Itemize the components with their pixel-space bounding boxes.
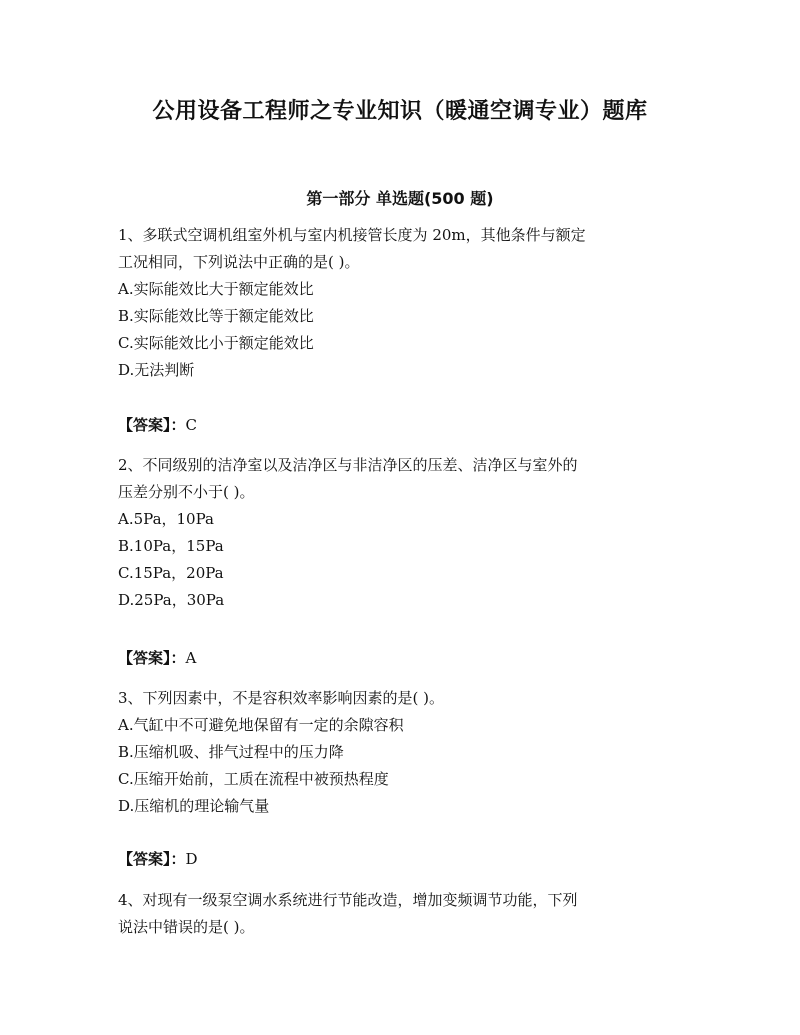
question-1-option-b: B.实际能效比等于额定能效比 [118, 307, 314, 325]
question-3-answer [118, 846, 198, 873]
question-1-option-c: C.实际能效比小于额定能效比 [118, 334, 314, 352]
answer-value: A [185, 649, 197, 667]
answer-label: 【答案】： [118, 649, 186, 667]
question-4 [118, 887, 678, 941]
question-2-option-d: D.25Pa，30Pa [118, 591, 225, 609]
question-2-answer [118, 645, 196, 672]
question-4-stem-line2: 说法中错误的是( )。 [118, 918, 255, 936]
section-heading: 第一部分 单选题(500 题) [306, 189, 494, 208]
question-3 [118, 685, 678, 820]
question-2 [118, 452, 678, 614]
question-3-option-c: C.压缩开始前，工质在流程中被预热程度 [118, 770, 389, 788]
question-3-option-a: A.气缸中不可避免地保留有一定的余隙容积 [118, 716, 404, 734]
question-2-stem-line2: 压差分别不小于( )。 [118, 483, 255, 501]
question-2-option-c: C.15Pa，20Pa [118, 564, 224, 582]
answer-label: 【答案】： [118, 850, 186, 868]
question-2-option-a: A.5Pa，10Pa [118, 510, 214, 528]
question-2-stem-line1: 2、不同级别的洁净室以及洁净区与非洁净区的压差、洁净区与室外的 [118, 456, 578, 474]
question-1-option-a: A.实际能效比大于额定能效比 [118, 280, 314, 298]
answer-value: C [185, 416, 197, 434]
question-1-stem-line2: 工况相同，下列说法中正确的是( )。 [118, 253, 360, 271]
question-1-option-d: D.无法判断 [118, 361, 195, 379]
question-1-answer [118, 412, 197, 439]
question-1-stem-line1: 1、多联式空调机组室外机与室内机接管长度为 20m，其他条件与额定 [118, 226, 586, 244]
question-2-option-b: B.10Pa，15Pa [118, 537, 224, 555]
question-3-stem-line1: 3、下列因素中，不是容积效率影响因素的是( )。 [118, 689, 445, 707]
question-3-option-b: B.压缩机吸、排气过程中的压力降 [118, 743, 344, 761]
question-3-option-d: D.压缩机的理论输气量 [118, 797, 270, 815]
document-title: 公用设备工程师之专业知识（暖通空调专业）题库 [152, 99, 648, 124]
question-4-stem-line1: 4、对现有一级泵空调水系统进行节能改造，增加变频调节功能，下列 [118, 891, 578, 909]
answer-value: D [185, 850, 198, 868]
question-1 [118, 222, 678, 384]
answer-label: 【答案】： [118, 416, 186, 434]
